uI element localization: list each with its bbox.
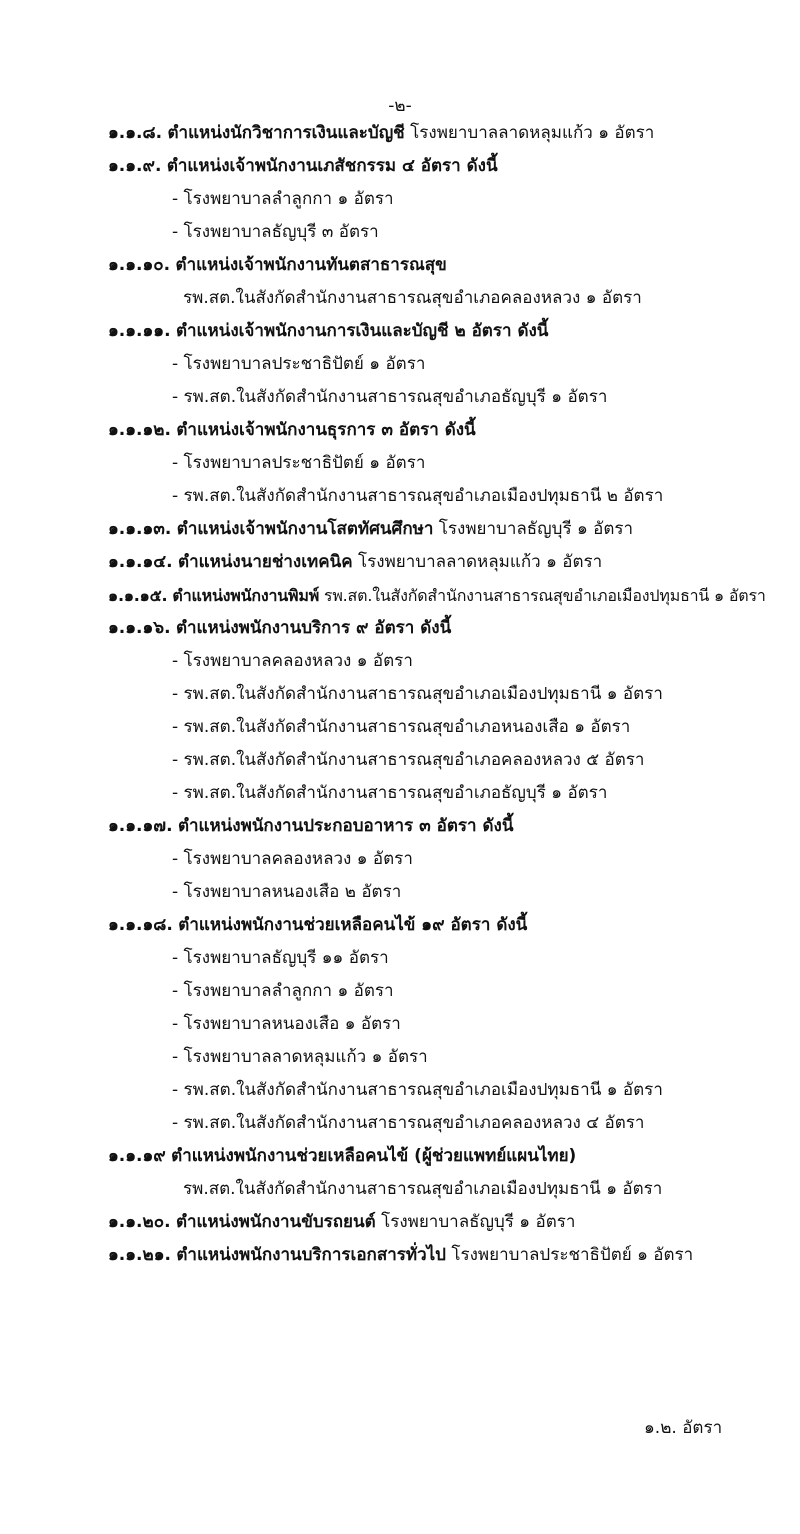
section-number: ๑.๑.๑๗. <box>108 816 173 836</box>
position-title: ตำแหน่งเจ้าพนักงานทันตสาธารณสุข <box>175 255 447 275</box>
position-title: ตำแหน่งนายช่างเทคนิค <box>178 552 353 572</box>
position-list <box>0 117 800 1272</box>
list-item: - รพ.สต.ในสังกัดสำนักงานสาธารณสุขอำเภอคลองหลวง ๕ อัตรา <box>172 750 645 770</box>
position-heading <box>0 117 800 150</box>
position-continuation: รพ.สต.ในสังกัดสำนักงานสาธารณสุขอำเภอคลองหลวง ๑ อัตรา <box>183 288 642 308</box>
position-heading <box>0 1206 800 1239</box>
position-detail: โรงพยาบาลธัญบุรี ๑ อัตรา <box>375 1212 576 1232</box>
list-item: - รพ.สต.ในสังกัดสำนักงานสาธารณสุขอำเภอเมืองปทุมธานี ๑ อัตรา <box>172 1080 663 1100</box>
position-title: ตำแหน่งพนักงานประกอบอาหาร ๓ อัตรา ดังนี้ <box>177 816 514 836</box>
position-heading <box>0 315 800 348</box>
section-number: ๑.๑.๑๒. <box>108 420 171 440</box>
position-title: ตำแหน่งเจ้าพนักงานธุรการ ๓ อัตรา ดังนี้ <box>176 420 476 440</box>
position-heading <box>0 150 800 183</box>
list-item: - โรงพยาบาลประชาธิปัตย์ ๑ อัตรา <box>172 354 426 374</box>
position-title: ตำแหน่งเจ้าพนักงานการเงินและบัญชี ๒ อัตรา ดังนี้ <box>175 321 549 341</box>
section-number: ๑.๑.๙. <box>108 156 162 176</box>
section-number: ๑.๑.๑๔. <box>108 552 173 572</box>
section-number: ๑.๑.๒๑. <box>108 1245 171 1265</box>
list-item: - รพ.สต.ในสังกัดสำนักงานสาธารณสุขอำเภอเมืองปทุมธานี ๑ อัตรา <box>172 684 663 704</box>
list-item: - รพ.สต.ในสังกัดสำนักงานสาธารณสุขอำเภอธัญบุรี ๑ อัตรา <box>172 783 608 803</box>
position-detail: โรงพยาบาลลาดหลุมแก้ว ๑ อัตรา <box>404 123 655 143</box>
position-title: ตำแหน่งพนักงานขับรถยนต์ <box>175 1212 376 1232</box>
position-heading <box>0 513 800 546</box>
position-title: ตำแหน่งพนักงานพิมพ์ <box>172 586 320 605</box>
section-number: ๑.๑.๑๖. <box>108 618 171 638</box>
position-title: ตำแหน่งพนักงานบริการเอกสารทั่วไป <box>176 1245 446 1265</box>
position-heading <box>0 612 800 645</box>
position-continuation: รพ.สต.ในสังกัดสำนักงานสาธารณสุขอำเภอเมืองปทุมธานี ๑ อัตรา <box>183 1179 663 1199</box>
position-title: ตำแหน่งนักวิชาการเงินและบัญชี <box>167 123 405 143</box>
page-number: -๒- <box>388 96 412 116</box>
position-detail: โรงพยาบาลธัญบุรี ๑ อัตรา <box>433 519 634 539</box>
list-item: - โรงพยาบาลลำลูกกา ๑ อัตรา <box>172 981 394 1001</box>
list-item: - โรงพยาบาลคลองหลวง ๑ อัตรา <box>172 651 413 671</box>
position-title: ตำแหน่งเจ้าพนักงานเภสัชกรรม ๔ อัตรา ดังนี้ <box>166 156 498 176</box>
list-item: - โรงพยาบาลคลองหลวง ๑ อัตรา <box>172 849 413 869</box>
position-heading <box>0 579 800 612</box>
section-number: ๑.๑.๑๘. <box>108 915 173 935</box>
position-title: ตำแหน่งพนักงานบริการ ๙ อัตรา ดังนี้ <box>175 618 452 638</box>
position-heading <box>0 810 800 843</box>
list-item: - โรงพยาบาลธัญบุรี ๑๑ อัตรา <box>172 948 389 968</box>
position-detail: โรงพยาบาลประชาธิปัตย์ ๑ อัตรา <box>445 1245 694 1265</box>
position-heading <box>0 1140 800 1173</box>
position-heading <box>0 414 800 447</box>
list-item: - โรงพยาบาลหนองเสือ ๒ อัตรา <box>172 882 402 902</box>
section-number: ๑.๑.๘. <box>108 123 163 143</box>
position-detail: โรงพยาบาลลาดหลุมแก้ว ๑ อัตรา <box>352 552 603 572</box>
list-item: - โรงพยาบาลลาดหลุมแก้ว ๑ อัตรา <box>172 1047 428 1067</box>
list-item: - โรงพยาบาลประชาธิปัตย์ ๑ อัตรา <box>172 453 426 473</box>
list-item: - รพ.สต.ในสังกัดสำนักงานสาธารณสุขอำเภอเมืองปทุมธานี ๒ อัตรา <box>172 486 664 506</box>
list-item: - รพ.สต.ในสังกัดสำนักงานสาธารณสุขอำเภอหนองเสือ ๑ อัตรา <box>172 717 631 737</box>
list-item: - โรงพยาบาลลำลูกกา ๑ อัตรา <box>172 189 394 209</box>
list-item: - โรงพยาบาลหนองเสือ ๑ อัตรา <box>172 1014 401 1034</box>
position-heading <box>0 249 800 282</box>
list-item: - รพ.สต.ในสังกัดสำนักงานสาธารณสุขอำเภอธัญบุรี ๑ อัตรา <box>172 387 608 407</box>
position-title: ตำแหน่งพนักงานช่วยเหลือคนไข้ ๑๙ อัตรา ดังนี้ <box>178 915 528 935</box>
position-detail: รพ.สต.ในสังกัดสำนักงานสาธารณสุขอำเภอเมืองปทุมธานี ๑ อัตรา <box>319 586 766 605</box>
section-number: ๑.๑.๑๐. <box>108 255 171 275</box>
position-heading <box>0 1239 800 1272</box>
next-section-reference: ๑.๒. อัตรา <box>644 1418 723 1438</box>
position-title: ตำแหน่งพนักงานช่วยเหลือคนไข้ (ผู้ช่วยแพทย์แผนไทย) <box>171 1146 577 1166</box>
section-number: ๑.๑.๑๑. <box>108 321 171 341</box>
list-item: - โรงพยาบาลธัญบุรี ๓ อัตรา <box>172 222 379 242</box>
section-number: ๑.๑.๑๓. <box>108 519 172 539</box>
section-number: ๑.๑.๑๙ <box>108 1146 166 1166</box>
list-item: - รพ.สต.ในสังกัดสำนักงานสาธารณสุขอำเภอคลองหลวง ๔ อัตรา <box>172 1113 645 1133</box>
section-number: ๑.๑.๑๕. <box>108 586 168 605</box>
section-number: ๑.๑.๒๐. <box>108 1212 171 1232</box>
position-heading <box>0 546 800 579</box>
position-heading <box>0 909 800 942</box>
position-title: ตำแหน่งเจ้าพนักงานโสตทัศนศึกษา <box>176 519 434 539</box>
